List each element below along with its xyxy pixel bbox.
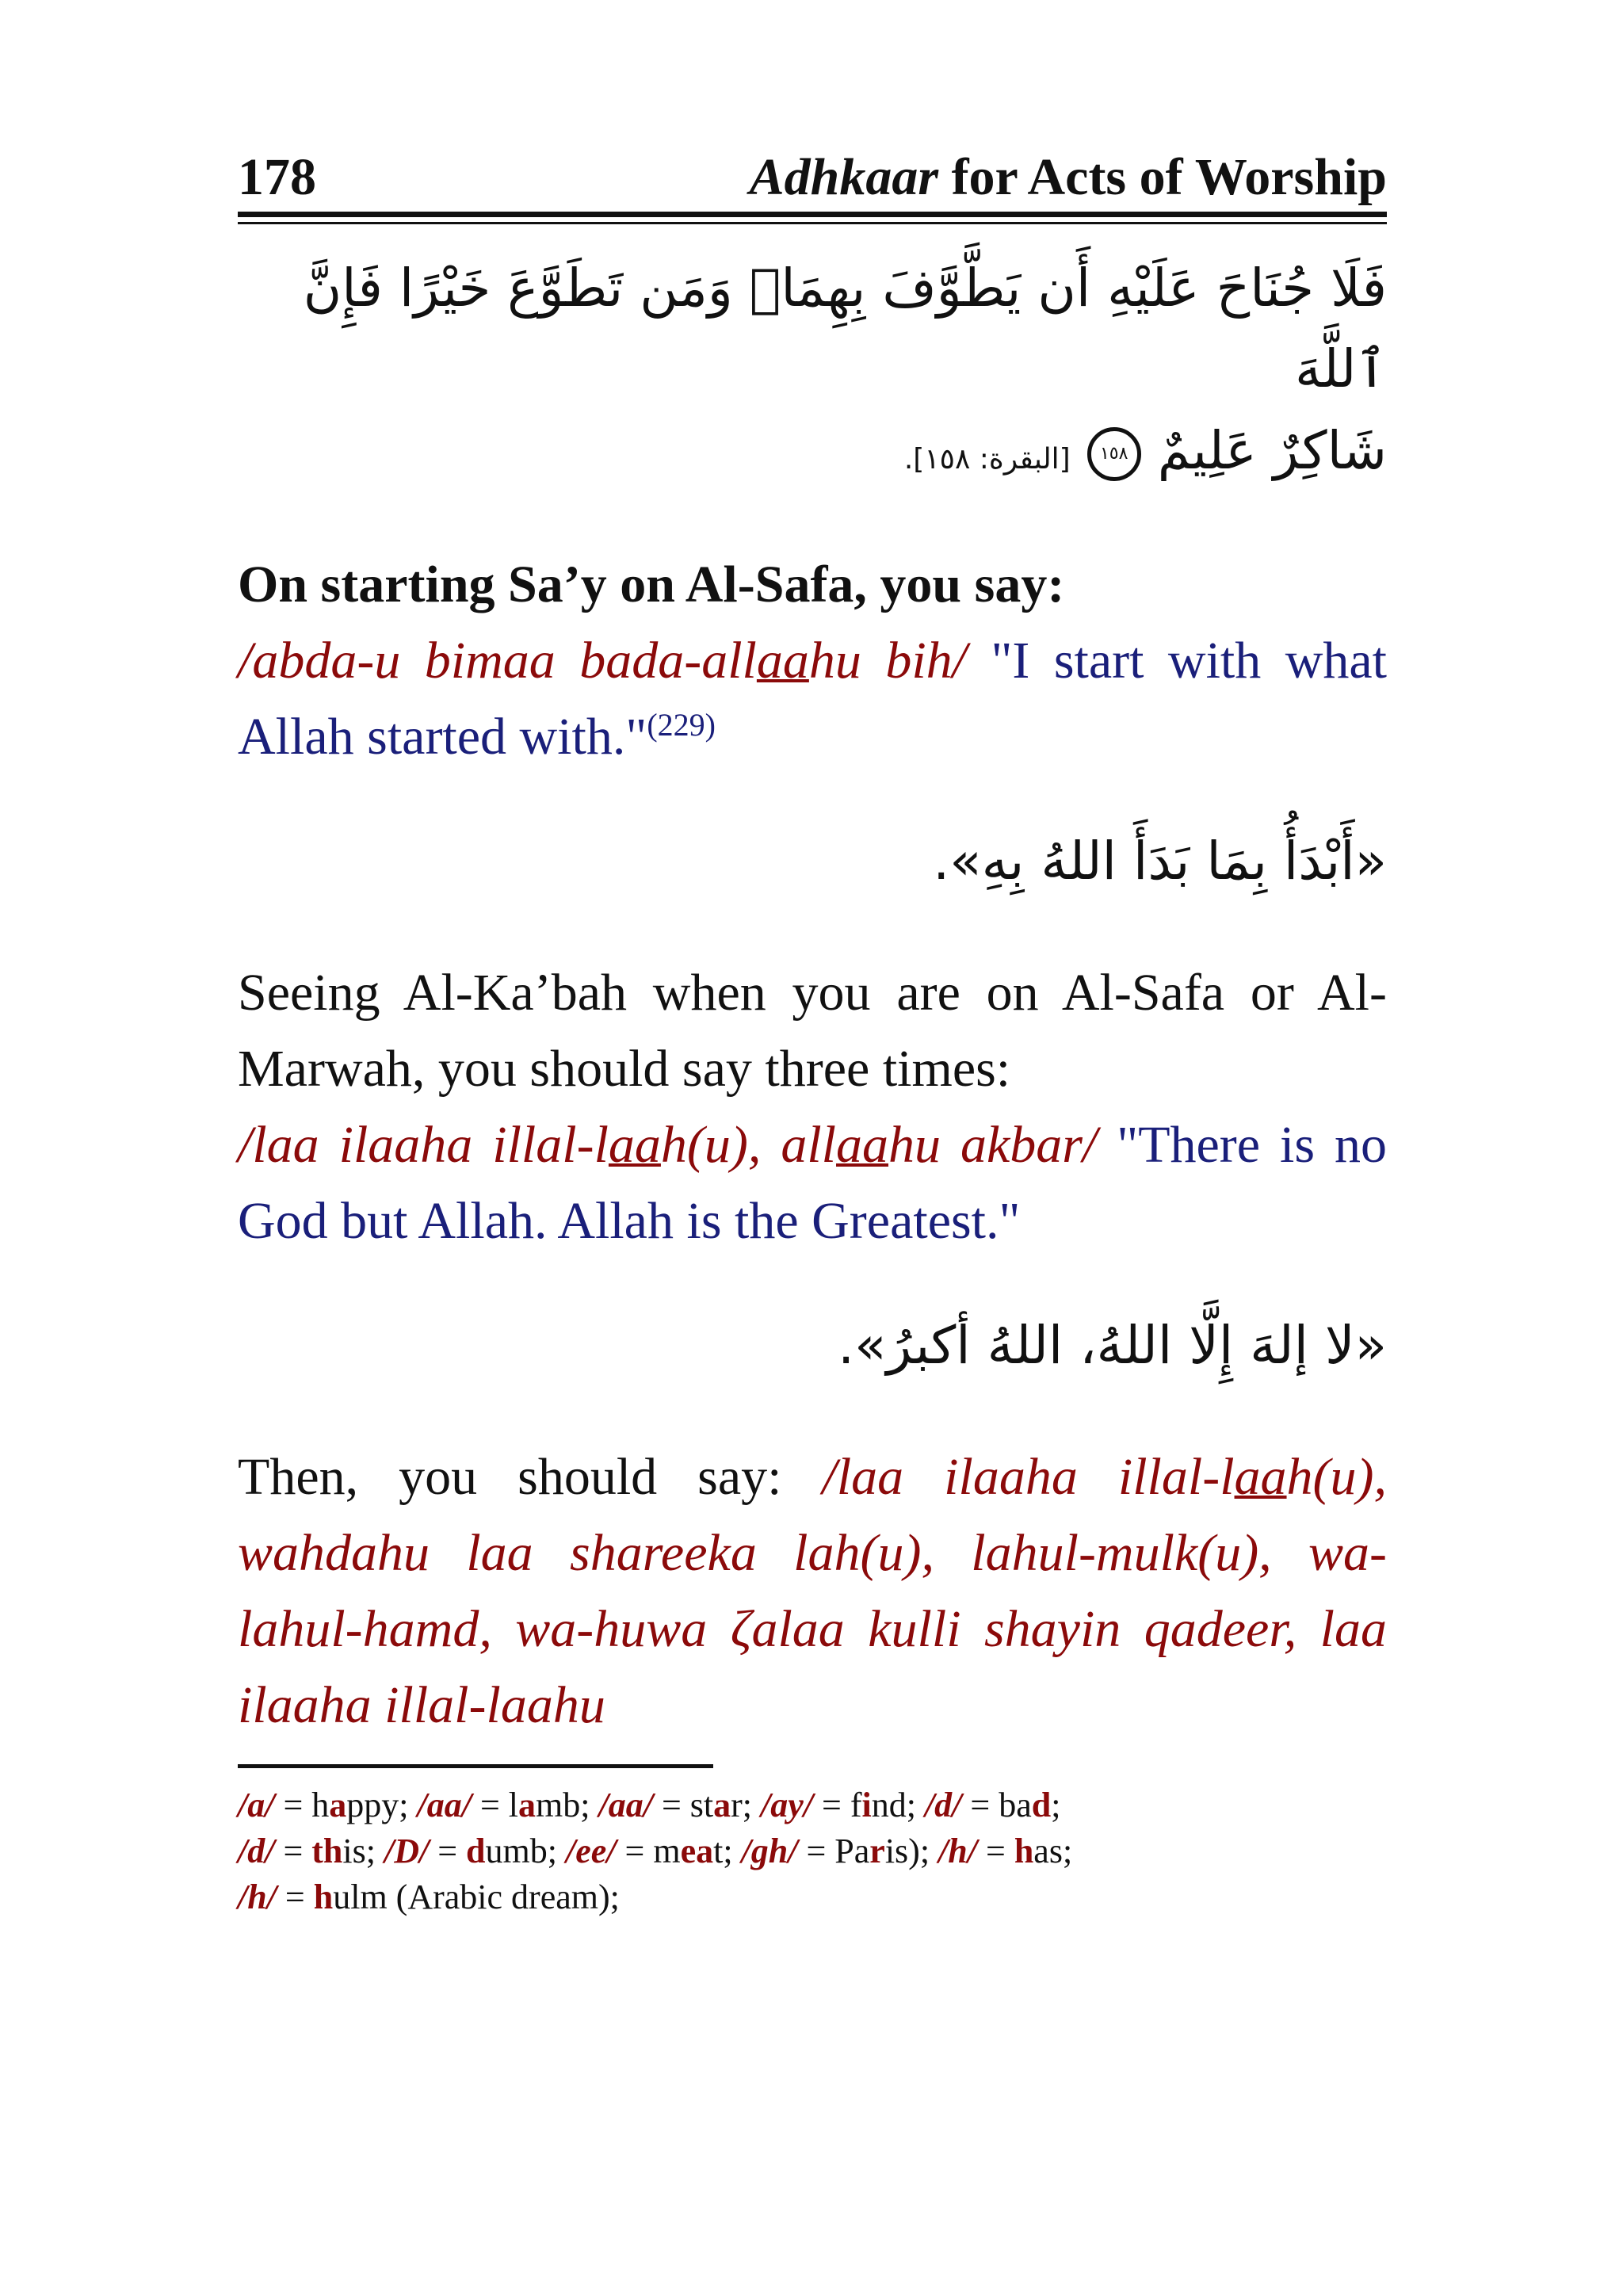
equals-sign: = [274, 1831, 312, 1870]
equals-sign: = [976, 1831, 1014, 1870]
verse-reference: [البقرة: ١٥٨]. [903, 442, 1071, 476]
transliteration-underlined: aa [836, 1115, 889, 1174]
running-header [238, 147, 1387, 204]
example-word-part: nd; [871, 1785, 925, 1824]
transliteration-part: hu akbar/ [888, 1115, 1098, 1174]
arabic-dhikr: «لا إلهَ إِلَّا اللهُ، اللهُ أكبرُ». [838, 1314, 1387, 1376]
equals-sign: = [429, 1831, 467, 1870]
transliteration-underlined: aa [608, 1115, 661, 1174]
pronunciation-symbol: /ay/ [761, 1785, 813, 1824]
transliteration [238, 632, 967, 690]
equals-sign: = [961, 1785, 999, 1824]
quran-verse [238, 248, 1387, 491]
example-word-highlight: h [313, 1877, 334, 1916]
example-word-highlight: a [518, 1785, 537, 1824]
example-word-part: h [311, 1785, 330, 1824]
pronunciation-symbol: /h/ [938, 1831, 977, 1870]
equals-sign: = [813, 1785, 850, 1824]
pronunciation-symbol: /aa/ [417, 1785, 472, 1824]
footnote-line-3 [238, 1874, 1387, 1920]
page-number: 178 [238, 148, 316, 206]
header-rule-thick [238, 212, 1387, 217]
transliteration-part: /abda-u bimaa bada-all [238, 631, 757, 690]
equals-sign: = [274, 1785, 312, 1824]
equals-sign: = [797, 1831, 835, 1870]
footnotes [238, 1782, 1387, 1920]
example-word-part: ; [1051, 1785, 1061, 1824]
footnote-line-1 [238, 1782, 1387, 1828]
footnote-line-2 [238, 1828, 1387, 1874]
pronunciation-symbol: /d/ [924, 1785, 962, 1824]
book-page [238, 147, 1387, 1920]
transliteration-part: h(u), all [660, 1115, 837, 1174]
running-title-italic: Adhkaar [749, 148, 939, 206]
translation: "I start with what Allah started with." [238, 631, 1387, 766]
section-heading-safa: On starting Sa’y on Al-Safa, you say: [238, 555, 1065, 613]
verse-line-2-text: شَاكِرٌ عَلِيمٌ [1157, 419, 1387, 481]
example-word-highlight: ea [680, 1831, 714, 1870]
pronunciation-symbol: /a/ [238, 1785, 275, 1824]
transliteration-part: hu bih/ [808, 631, 967, 690]
header-rule-thin [238, 222, 1387, 224]
transliteration [238, 1116, 1097, 1174]
example-word-part: t; [713, 1831, 742, 1870]
pronunciation-symbol: /D/ [384, 1831, 430, 1870]
transliteration-part: h(u), wahdahu laa shareeka lah(u), lahul-mulk(u), wa-lahul-hamd, wa-huwa ζalaa kulli shayin qadeer, laa ilaaha illal-laahu [238, 1447, 1388, 1734]
example-word-part: ba [999, 1785, 1032, 1824]
verse-line-2 [238, 411, 1387, 491]
example-word-highlight: h [1014, 1831, 1034, 1870]
example-word-part: is); [884, 1831, 939, 1870]
example-word-part: ulm (Arabic dream); [333, 1877, 620, 1916]
example-word-highlight: a [713, 1785, 731, 1824]
transliteration-underlined: aa [756, 631, 809, 690]
transliteration-part: /laa ilaaha illal-l [238, 1115, 609, 1174]
example-word-highlight: d [1031, 1785, 1052, 1824]
pronunciation-symbol: /d/ [238, 1831, 275, 1870]
example-word-part: st [689, 1785, 714, 1824]
example-word-part: umb; [485, 1831, 566, 1870]
example-word-part: m [653, 1831, 681, 1870]
translation: "There is no God but Allah. Allah is the Greatest." [238, 1115, 1387, 1250]
pronunciation-symbol: /gh/ [741, 1831, 798, 1870]
pronunciation-symbol: /ee/ [565, 1831, 617, 1870]
example-word-part: r; [731, 1785, 762, 1824]
example-word-highlight: r [869, 1831, 885, 1870]
equals-sign: = [276, 1877, 314, 1916]
footnote-rule [238, 1764, 713, 1768]
pronunciation-symbol: /aa/ [598, 1785, 653, 1824]
verse-line-1: فَلَا جُنَاحَ عَلَيْهِ أَن يَطَّوَّفَ بِهِمَاۚ وَمَن تَطَوَّعَ خَيْرًا فَإِنَّ ٱللَّهَ [303, 258, 1387, 400]
ayah-number-seal: ١٥٨ [1087, 427, 1141, 481]
running-title-rest: for Acts of Worship [938, 148, 1387, 206]
example-word-part: ppy; [346, 1785, 418, 1824]
equals-sign: = [652, 1785, 690, 1824]
example-word-part: f [850, 1785, 862, 1824]
example-word-part: l [508, 1785, 519, 1824]
example-word-part: is; [342, 1831, 384, 1870]
example-word-highlight: a [329, 1785, 347, 1824]
footnote-ref: (229) [647, 706, 716, 743]
pronunciation-symbol: /h/ [238, 1877, 277, 1916]
transliteration-part: /laa ilaaha illal-l [822, 1447, 1235, 1506]
example-word-highlight: th [311, 1831, 343, 1870]
equals-sign: = [471, 1785, 509, 1824]
paragraph-safa [238, 623, 1387, 775]
example-word-highlight: i [861, 1785, 872, 1824]
transliteration-underlined: aa [1234, 1447, 1287, 1506]
example-word-part: mb; [536, 1785, 599, 1824]
paragraph-then [238, 1439, 1387, 1744]
example-word-part: as; [1033, 1831, 1073, 1870]
paragraph-takbir [238, 1107, 1387, 1259]
example-word-highlight: d [466, 1831, 486, 1870]
equals-sign: = [616, 1831, 654, 1870]
example-word-part: Pa [834, 1831, 870, 1870]
paragraph-intro: Then, you should say: [238, 1447, 823, 1506]
arabic-dhikr: «أَبْدَأُ بِمَا بَدَأَ اللهُ بِهِ». [933, 830, 1387, 892]
running-title [749, 148, 1387, 206]
paragraph-kabah-intro: Seeing Al-Ka’bah when you are on Al-Safa or Al-Marwah, you should say three times: [238, 963, 1387, 1098]
